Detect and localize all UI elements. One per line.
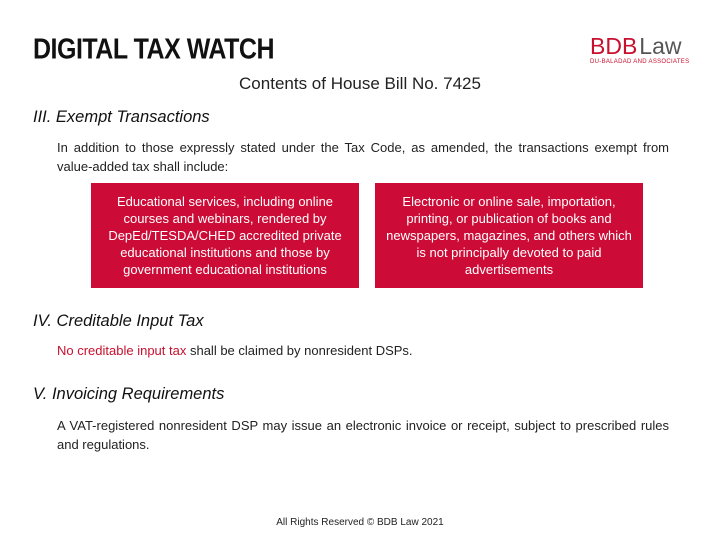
logo-tagline: DU-BALADAD AND ASSOCIATES	[590, 59, 690, 65]
bdb-law-logo	[590, 34, 690, 65]
section-heading-input-tax: IV. Creditable Input Tax	[33, 312, 204, 330]
exempt-box-education: Educational services, including online courses and webinars, rendered by DepEd/TESDA/CHED accredited private educational institutions and those by government educational institutions	[91, 183, 359, 288]
input-tax-highlight: No creditable input tax	[57, 343, 187, 358]
input-tax-paragraph	[57, 341, 669, 360]
page-brand-title: DIGITAL TAX WATCH	[33, 33, 275, 66]
input-tax-rest: shall be claimed by nonresident DSPs.	[186, 343, 413, 358]
exempt-box-publications: Electronic or online sale, importation, printing, or publication of books and newspapers, magazines, and others which is not principally devoted to paid advertisements	[375, 183, 643, 288]
slide-subtitle: Contents of House Bill No. 7425	[239, 74, 481, 93]
invoicing-paragraph: A VAT-registered nonresident DSP may issue an electronic invoice or receipt, subject to prescribed rules and regulations.	[57, 418, 669, 452]
exempt-intro-paragraph: In addition to those expressly stated under the Tax Code, as amended, the transactions exempt from value-added tax shall include:	[57, 140, 669, 174]
logo-wordmark	[590, 34, 690, 58]
logo-bdb: BDB	[590, 33, 638, 59]
section-heading-invoicing: V. Invoicing Requirements	[33, 385, 225, 403]
section-heading-exempt: III. Exempt Transactions	[33, 108, 210, 126]
copyright-footer: All Rights Reserved © BDB Law 2021	[276, 517, 444, 528]
logo-law: Law	[639, 33, 682, 59]
